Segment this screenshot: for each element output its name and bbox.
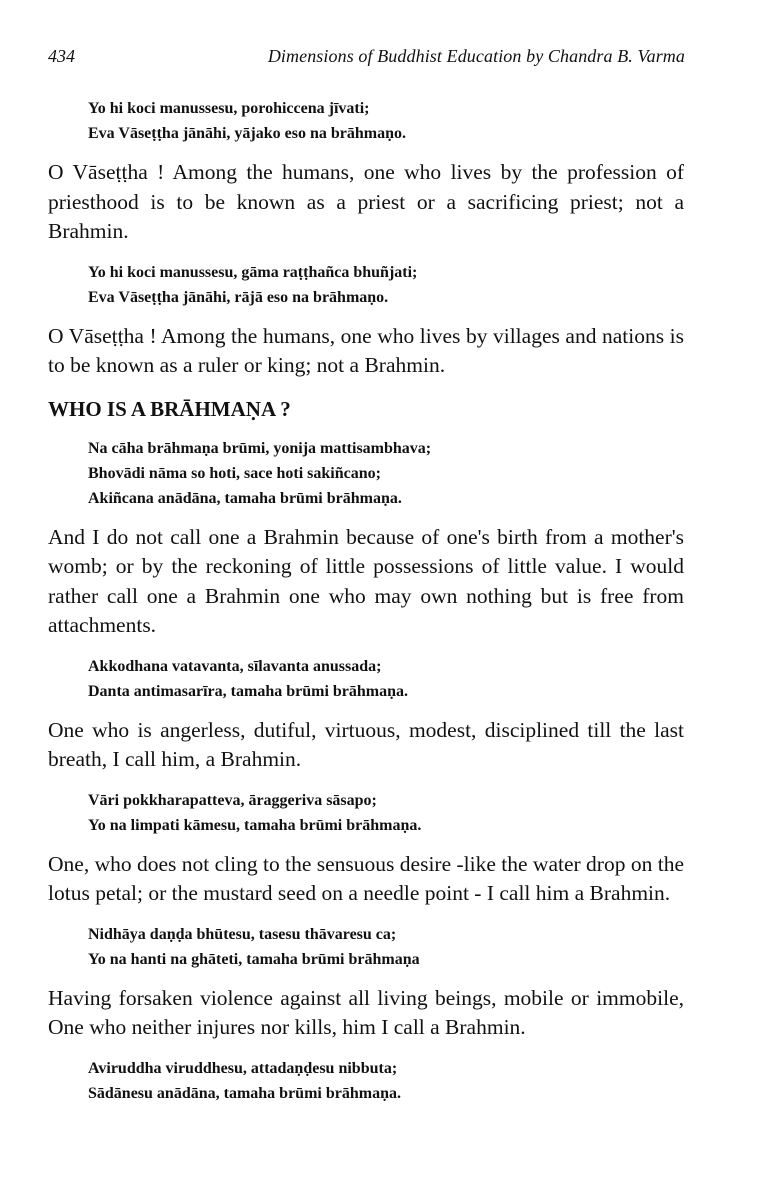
translation-paragraph: One who is angerless, dutiful, virtuous, modest, disciplined till the last breath, I call him, a Brahmin.	[48, 717, 684, 771]
verse-line: Akiñcana anādāna, tamaha brūmi brāhmaṇa.	[88, 489, 402, 507]
verse-line: Akkodhana vatavanta, sīlavanta anussada;	[88, 657, 382, 675]
translation-paragraph: Having forsaken violence against all living beings, mobile or immobile, One who neither injures nor kills, him I call a Brahmin.	[48, 985, 684, 1039]
verse-line: Vāri pokkharapatteva, āraggeriva sāsapo;	[88, 791, 377, 809]
translation-paragraph: O Vāseṭṭha ! Among the humans, one who lives by villages and nations is to be known as a ruler or king; not a Brahmin.	[48, 323, 684, 377]
verse-line: Yo na limpati kāmesu, tamaha brūmi brāhmaṇa.	[88, 816, 422, 834]
verse-line: Eva Vāseṭṭha jānāhi, yājako eso na brāhmaṇo.	[88, 125, 406, 142]
verse-line: Na cāha brāhmaṇa brūmi, yonija mattisambhava;	[88, 439, 432, 457]
pali-verse	[88, 654, 684, 704]
verse-line: Yo hi koci manussesu, porohiccena jīvati;	[88, 100, 370, 117]
pali-verse	[88, 1056, 684, 1106]
verse-line: Sādānesu anādāna, tamaha brūmi brāhmaṇa.	[88, 1084, 401, 1102]
pali-verse	[88, 436, 684, 511]
pali-verse	[88, 922, 684, 972]
pali-verse	[88, 96, 684, 146]
running-title: Dimensions of Buddhist Education by Chandra B. Varma	[267, 46, 685, 66]
verse-line: Danta antimasarīra, tamaha brūmi brāhmaṇa.	[88, 682, 409, 700]
page-header	[48, 46, 685, 67]
pali-verse	[88, 788, 684, 838]
verse-line: Nidhāya daṇḍa bhūtesu, tasesu thāvaresu ca;	[88, 925, 397, 943]
pali-verse	[88, 260, 684, 310]
verse-line: Bhovādi nāma so hoti, sace hoti sakiñcano;	[88, 464, 381, 482]
translation-paragraph: O Vāseṭṭha ! Among the humans, one who lives by the profession of priesthood is to be known as a priest or a sacrificing priest; not a Brahmin.	[48, 160, 684, 243]
translation-paragraph: And I do not call one a Brahmin because of one's birth from a mother's womb; or by the reckoning of little possessions of little value. I would rather call one a Brahmin one who may own nothing but is free from attachments.	[48, 524, 684, 637]
verse-line: Yo na hanti na ghāteti, tamaha brūmi brāhmaṇa	[88, 950, 420, 968]
page-number: 434	[48, 46, 75, 66]
section-heading: WHO IS A BRĀHMAṆA ?	[48, 396, 291, 421]
translation-paragraph: One, who does not cling to the sensuous desire -like the water drop on the lotus petal; or the mustard seed on a needle point - I call him a Brahmin.	[48, 851, 684, 905]
verse-line: Yo hi koci manussesu, gāma raṭṭhañca bhuñjati;	[88, 263, 418, 281]
verse-line: Eva Vāseṭṭha jānāhi, rājā eso na brāhmaṇo.	[88, 288, 389, 306]
verse-line: Aviruddha viruddhesu, attadaṇḍesu nibbuta;	[88, 1059, 398, 1077]
page-body	[48, 96, 684, 1106]
